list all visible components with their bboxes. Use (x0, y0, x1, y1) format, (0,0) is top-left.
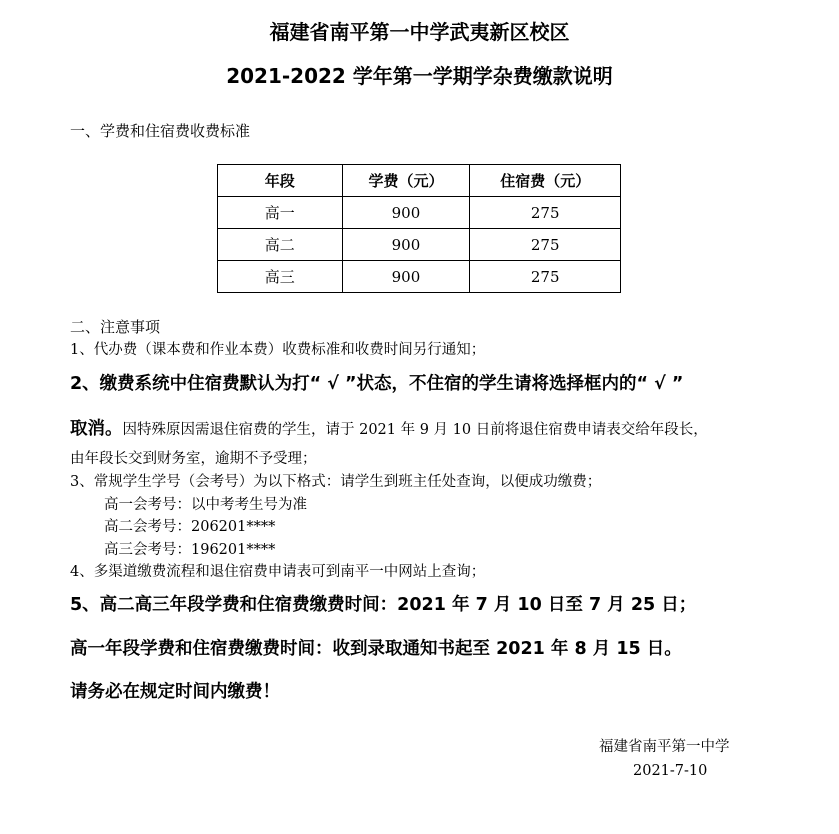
document-title-subject: 2021-2022 学年第一学期学杂费缴款说明 (226, 64, 613, 88)
table-row (218, 197, 621, 229)
note-item-3-grade2: 高二会考号：206201**** (104, 519, 276, 535)
signature-date: 2021-7-10 (633, 763, 708, 779)
table-cell-grade: 高三 (218, 261, 343, 293)
signature-org: 福建省南平第一中学 (599, 739, 730, 755)
note-item-1: 1、代办费（课本费和作业本费）收费标准和收费时间另行通知； (70, 342, 486, 358)
note-item-5-reminder: 请务必在规定时间内缴费！ (70, 682, 280, 702)
table-row (218, 229, 621, 261)
table-cell-grade: 高二 (218, 229, 343, 261)
document-title-school: 福建省南平第一中学武夷新区校区 (269, 20, 570, 44)
note-item-3-grade1: 高一会考号：以中考考生号为准 (104, 497, 307, 513)
note-item-2-cancel-text: 取消。 (70, 419, 123, 439)
note-item-4: 4、多渠道缴费流程和退住宿费申请表可到南平一中网站上查询； (70, 564, 486, 580)
table-cell-tuition: 900 (342, 197, 470, 229)
table-cell-tuition: 900 (342, 229, 470, 261)
table-cell-grade: 高一 (218, 197, 343, 229)
table-cell-tuition: 900 (342, 261, 470, 293)
column-header-accommodation: 住宿费（元） (470, 165, 621, 197)
fee-table (217, 164, 621, 293)
note-item-2-deadline: 由年段长交到财务室，逾期不予受理； (70, 451, 317, 467)
section-heading-notes: 二、注意事项 (70, 318, 161, 336)
note-item-5-grade23: 5、高二高三年段学费和住宿费缴费时间：2021 年 7 月 10 日至 7 月 25 日； (70, 595, 697, 615)
section-heading-fees: 一、学费和住宿费收费标准 (70, 122, 251, 140)
column-header-tuition: 学费（元） (342, 165, 470, 197)
fee-table-header-row (218, 165, 621, 197)
table-cell-accommodation: 275 (470, 261, 621, 293)
table-cell-accommodation: 275 (470, 229, 621, 261)
note-item-3: 3、常规学生学号（会考号）为以下格式：请学生到班主任处查询，以便成功缴费； (70, 474, 602, 490)
note-item-3-grade3: 高三会考号：196201**** (104, 542, 276, 558)
note-item-5-grade1: 高一年段学费和住宿费缴费时间：收到录取通知书起至 2021 年 8 月 15 日。 (70, 639, 682, 659)
column-header-grade: 年段 (218, 165, 343, 197)
table-cell-accommodation: 275 (470, 197, 621, 229)
note-item-2-refund-text: 因特殊原因需退住宿费的学生，请于 2021 年 9 月 10 日前将退住宿费申请表交给年段长， (122, 422, 708, 438)
note-item-2-bold: 2、缴费系统中住宿费默认为打“ √ ”状态，不住宿的学生请将选择框内的“ √ ” (70, 374, 684, 394)
table-row (218, 261, 621, 293)
note-item-2-continued (70, 417, 708, 442)
